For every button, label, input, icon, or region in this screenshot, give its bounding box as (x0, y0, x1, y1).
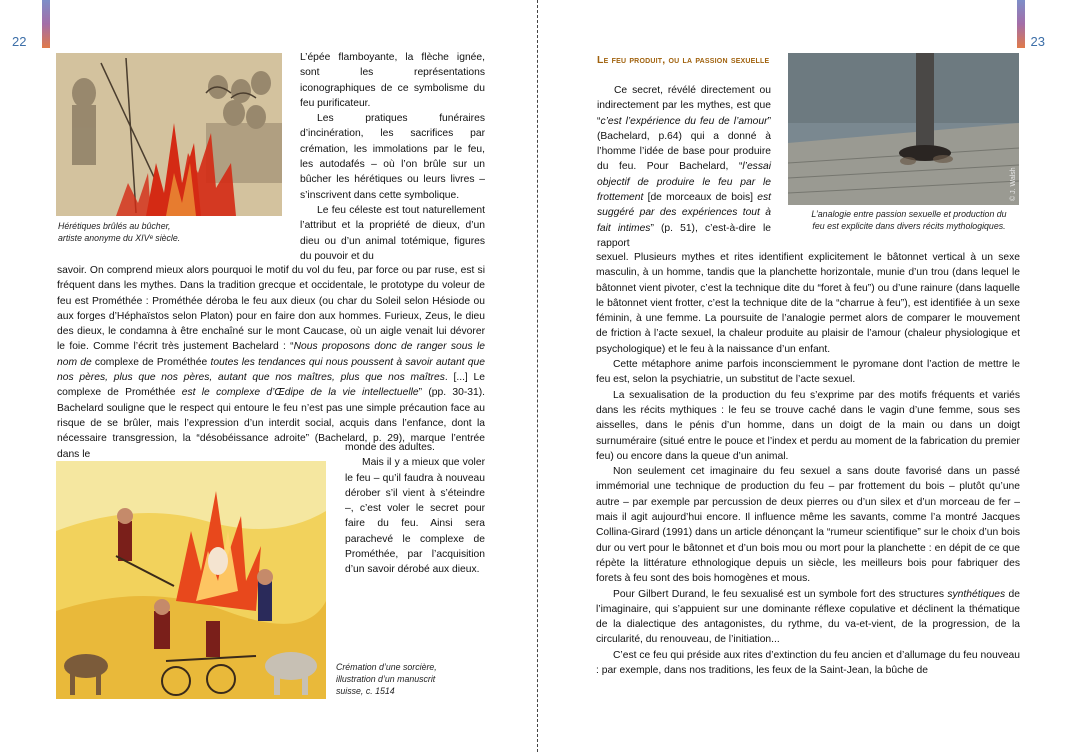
paragraph: Ce secret, révélé directement ou indirectement par les mythes, est que “c’est l’expérience du feu de l’amour” (Bachelard, p.64) qui a donné à l’homme l’idée de base pour produire du feu. Pour Bachelard, “l’essai objectif de produire le feu par le frottement [de morceaux de bois] est suggéré par des expériences tout à fait intimes” (p. 51), c’est-à-dire le rapport (597, 85, 771, 249)
page-fold-divider (537, 0, 538, 752)
figure-caption: Hérétiques brûlés au bûcher, artiste anonyme du XIVᵉ siècle. (58, 221, 181, 243)
page-tab-marker (1017, 0, 1025, 48)
paragraph: C’est ce feu qui préside aux rites d’extinction du feu ancien et d’allumage du feu nouveau : par exemple, dans nos traditions, les feux de la Saint-Jean, la bûche de (596, 649, 1020, 677)
paragraph: La sexualisation de la production du feu s’exprime par des motifs fréquents et variés dans les récits mythiques : le feu se trouve caché dans le vagin d’une femme, sous ses aisselles, dans le pénis d’un homme, dans un doigt de la main ou dans un doigt surnuméraire (situé entre le pouce et l’index et perdu au moment de la fabrication du premier feu) ou encore dans la queue d’un animal. (596, 389, 1020, 462)
paragraph: Les pratiques funéraires d’incinération, les sacrifices par crémation, les immolations par le feu, les autodafés – où l’on brûle sur un bûcher les hérétiques ou leurs livres – s’inscrivent dans cette symbolique. (300, 113, 485, 201)
page-tab-marker (42, 0, 50, 48)
page-number: 23 (1030, 34, 1045, 49)
paragraph: Le feu céleste est tout naturellement l’attribut et la propriété de dieux, d’un dieu ou d’un animal totémique, figures du pouvoir et du (300, 204, 485, 262)
paragraph: Mais il y a mieux que voler le feu – qu’il faudra à nouveau dérober s’il vient à s’éteindre –, c’est voler le secret pour faire du feu. Ainsi sera parachevé le complexe de Prométhée, par l’acquisition d’un savoir dérobé aux dieux. (345, 457, 485, 576)
page-number: 22 (12, 34, 27, 49)
text-column (597, 83, 771, 251)
text-column (345, 440, 485, 578)
paragraph: L’épée flamboyante, la flèche ignée, sont les représentations iconographiques de ce symbolisme du feu purificateur. (300, 52, 485, 109)
paragraph: savoir. On comprend mieux alors pourquoi le motif du vol du feu, par force ou par ruse, est si fréquent dans les mythes. Dans la tradition grecque et occidentale, le prototype du voleur de feu est Prométhée : Prométhée déroba le feu aux dieux (ou char du Soleil selon Hésiode ou aux forges d’Héphaïstos selon Platon) pour en faire don aux hommes. Furieux, Zeus, le dieu des dieux, le condamna à être enchaîné sur le mont Caucase, où un aigle venait lui dévorer le foie. Comme l’écrit très justement Bachelard : “Nous proposons donc de ranger sous le nom de complexe de Prométhée toutes les tendances qui nous poussent à savoir autant que nos pères, plus que nos pères, autant que nos maîtres, plus que nos maîtres. [...] Le complexe de Prométhée est le complexe d’Œdipe de la vie intellectuelle” (pp. 30-31). Bachelard souligne que le respect qui entoure le feu n’est pas une simple précaution face au risque de se brûler, mais l’expression d’un interdit social, acquis dans l’enfance, dont la nécessaire transgression, la “désobéissance adroite” (Bachelard, p. 29), marque l’entrée dans le (57, 265, 485, 460)
right-page (539, 0, 1077, 752)
heretics-burning-illustration (56, 53, 282, 216)
paragraph: monde des adultes. (345, 442, 435, 453)
photo-credit: © J. Walsh (1010, 167, 1017, 201)
photo-caption: L’analogie entre passion sexuelle et production du feu est explicite dans divers récits mythologiques. (811, 209, 1007, 231)
paragraph: Pour Gilbert Durand, le feu sexualisé est un symbole fort des structures synthétiques de l’imaginaire, qui s’appuient sur une dominante réflexe copulative et déclinent la thématique de la dialectique des antagonistes, du rythme, du va-et-vient, de la progression, de la circularité, du renouveau, de l’initiation... (596, 588, 1020, 646)
text-column (300, 50, 485, 264)
paragraph: Cette métaphore anime parfois inconsciemment le pyromane dont l’action de mettre le feu est, selon la psychiatrie, un substitut de l’acte sexuel. (596, 359, 1020, 386)
witch-cremation-illustration (56, 461, 326, 699)
text-block (57, 263, 485, 462)
section-heading: Le feu produit, ou la passion sexuelle (597, 54, 770, 66)
paragraph: Non seulement cet imaginaire du feu sexuel a sans doute favorisé dans un passé immémorial une technique de production du feu – par frottement du bois – plutôt qu’une autre – par exemple par percussion de deux pierres ou d’un silex et d’un morceau de fer – mais il agit aujourd’hui encore. Il influence même les savants, comme l’a montré Jacques Collina-Girard (1991) dans un article dénonçant la “rumeur scientifique” sur le choix d’un bois dur ou vert pour le bâtonnet et d’un bois mou ou mort pour la planchette : en dépit de ce que répète la littérature ethnologique depuis un siècle, les meilleurs bois pour fabriquer des forets à feu sont des bois homogènes et mous. (596, 466, 1020, 585)
text-block (596, 250, 1020, 678)
figure-caption: Crémation d’une sorcière, illustration d’un manuscrit suisse, c. 1514 (336, 662, 437, 696)
paragraph: sexuel. Plusieurs mythes et rites identifient explicitement le bâtonnet vertical à un sexe masculin, à un homme, tandis que la planchette horizontale, munie d’un trou (dans lequel le bâtonnet vient pivoter, c’est la technique dite du “foret à feu”) ou d’une rainure (dans laquelle le bâtonnet vient frotter, c’est la technique dite de la “charrue à feu”), est identifiée à un sexe féminin, à une femme. La poursuite de l’analogie permet alors de comparer le mouvement de friction à l’acte sexuel, la chaleur produite au plaisir de l’amour (chaleur physiologique et psychologique) et le feu à la naissance d’un enfant. (596, 252, 1020, 355)
fire-drill-photo (788, 53, 1019, 205)
left-page (0, 0, 537, 752)
